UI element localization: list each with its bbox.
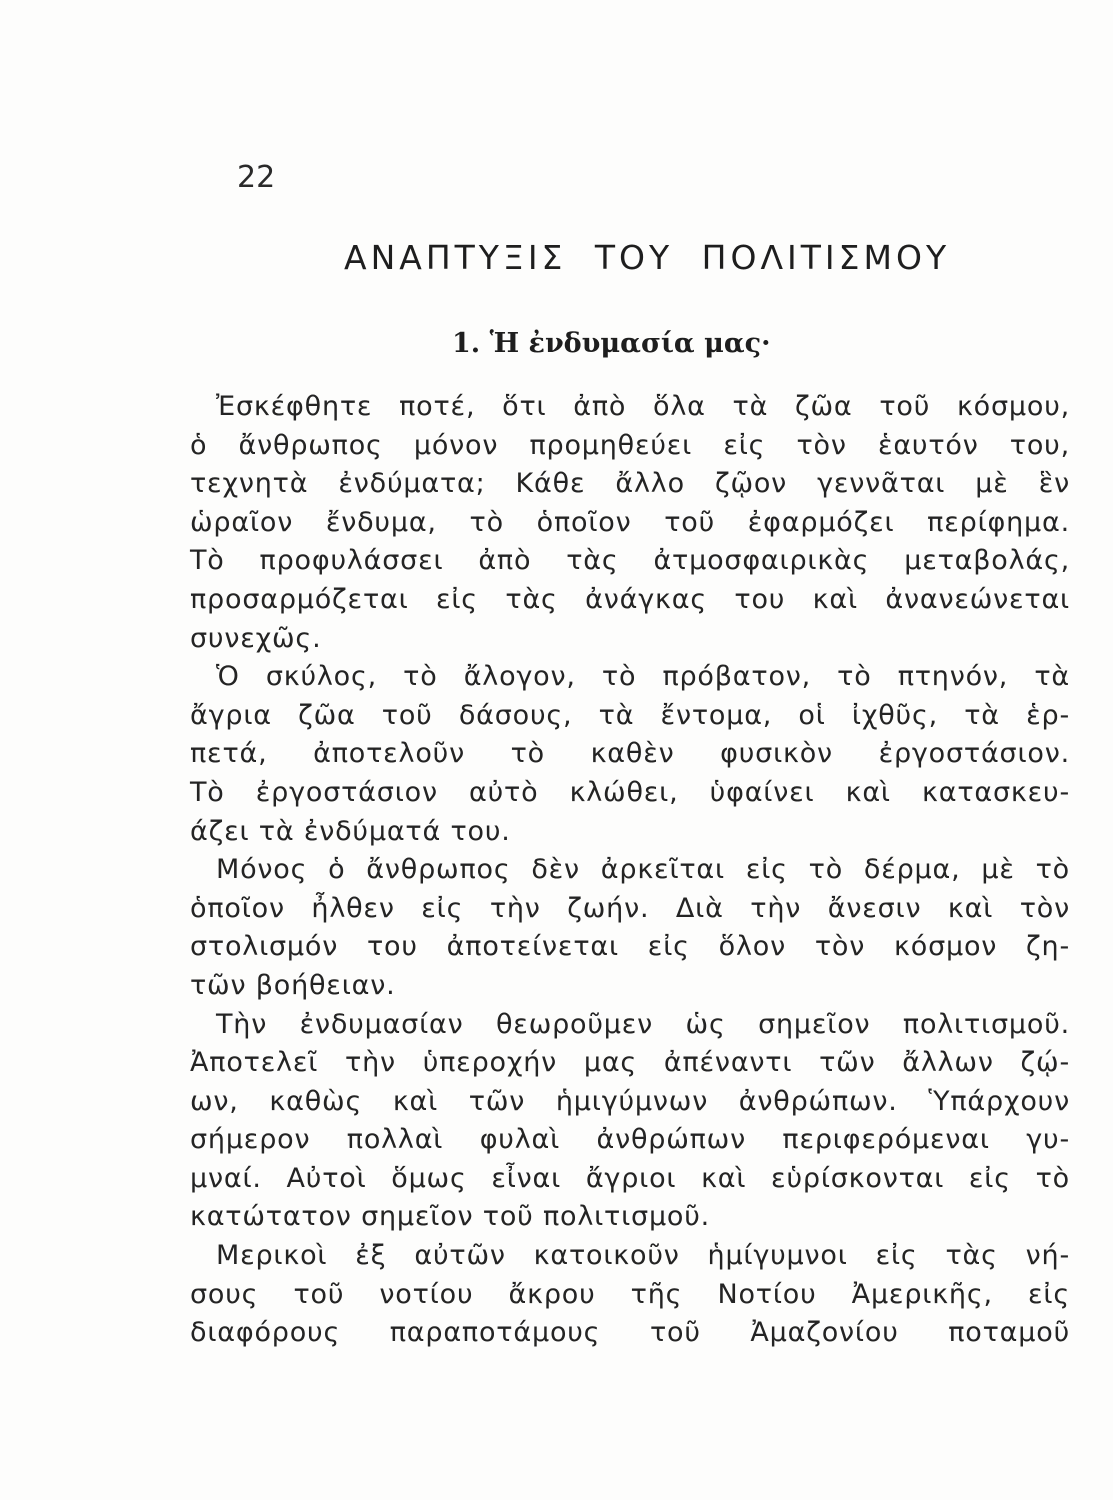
text-line: Τὴν ἐνδυμασίαν θεωροῦμεν ὡς σημεῖον πολιτισμοῦ.: [216, 1008, 1070, 1040]
text-line: ὡραῖον ἔνδυμα, τὸ ὁποῖον τοῦ ἐφαρμόζει περίφημα.: [190, 506, 1070, 538]
text-line: προσαρμόζεται εἰς τὰς ἀνάγκας του καὶ ἀνανεώνεται: [190, 583, 1070, 615]
text-line: σους τοῦ νοτίου ἄκρου τῆς Νοτίου Ἀμερικῆς, εἰς: [190, 1278, 1070, 1310]
text-line: Τὸ προφυλάσσει ἀπὸ τὰς ἀτμοσφαιρικὰς μεταβολάς,: [190, 545, 1070, 577]
text-line: σήμερον πολλαὶ φυλαὶ ἀνθρώπων περιφερόμεναι γυ-: [190, 1124, 1070, 1156]
text-line: ὁποῖον ἦλθεν εἰς τὴν ζωήν. Διὰ τὴν ἄνεσιν καὶ τὸν: [190, 892, 1070, 924]
text-line: τῶν βοήθειαν.: [190, 969, 396, 1001]
text-line: διαφόρους παραποτάμους τοῦ Ἀμαζονίου ποταμοῦ: [190, 1317, 1070, 1349]
text-line: τεχνητὰ ἐνδύματα; Κάθε ἄλλο ζῷον γεννᾶται μὲ ἓν: [190, 468, 1070, 500]
text-line: ἄγρια ζῶα τοῦ δάσους, τὰ ἔντομα, οἱ ἰχθῦς, τὰ ἑρ-: [190, 699, 1070, 731]
text-line: ὁ ἄνθρωπος μόνον προμηθεύει εἰς τὸν ἑαυτόν του,: [190, 429, 1070, 461]
page-number: 22: [237, 160, 276, 195]
body-text: [190, 388, 1070, 1353]
text-line: Τὸ ἐργοστάσιον αὐτὸ κλώθει, ὑφαίνει καὶ κατασκευ-: [190, 776, 1070, 808]
text-line: Μερικοὶ ἐξ αὐτῶν κατοικοῦν ἡμίγυμνοι εἰς τὰς νή-: [216, 1240, 1070, 1272]
text-line: ων, καθὼς καὶ τῶν ἡμιγύμνων ἀνθρώπων. Ὑπάρχουν: [190, 1085, 1070, 1117]
text-line: μναί. Αὐτοὶ ὅμως εἶναι ἄγριοι καὶ εὑρίσκονται εἰς τὸ: [190, 1162, 1070, 1194]
section-heading: 1. Ἡ ἐνδυμασία μας·: [452, 328, 771, 359]
text-line: Ἐσκέφθητε ποτέ, ὅτι ἀπὸ ὅλα τὰ ζῶα τοῦ κόσμου,: [216, 391, 1070, 422]
text-line: Ἀποτελεῖ τὴν ὑπεροχήν μας ἀπέναντι τῶν ἄλλων ζῴ-: [190, 1047, 1070, 1079]
text-line: Ὁ σκύλος, τὸ ἄλογον, τὸ πρόβατον, τὸ πτηνόν, τὰ: [216, 661, 1070, 693]
text-line: Μόνος ὁ ἄνθρωπος δὲν ἀρκεῖται εἰς τὸ δέρμα, μὲ τὸ: [216, 854, 1070, 886]
text-line: κατώτατον σημεῖον τοῦ πολιτισμοῦ.: [190, 1201, 711, 1233]
chapter-title: ΑΝΑΠΤΥΞΙΣ ΤΟΥ ΠΟΛΙΤΙΣΜΟΥ: [344, 238, 951, 277]
text-line: στολισμόν του ἀποτείνεται εἰς ὅλον τὸν κόσμον ζη-: [190, 931, 1070, 963]
text-line: συνεχῶς.: [190, 622, 322, 654]
text-line: άζει τὰ ἐνδύματά του.: [190, 815, 511, 847]
text-line: πετά, ἀποτελοῦν τὸ καθὲν φυσικὸν ἐργοστάσιον.: [190, 738, 1070, 770]
